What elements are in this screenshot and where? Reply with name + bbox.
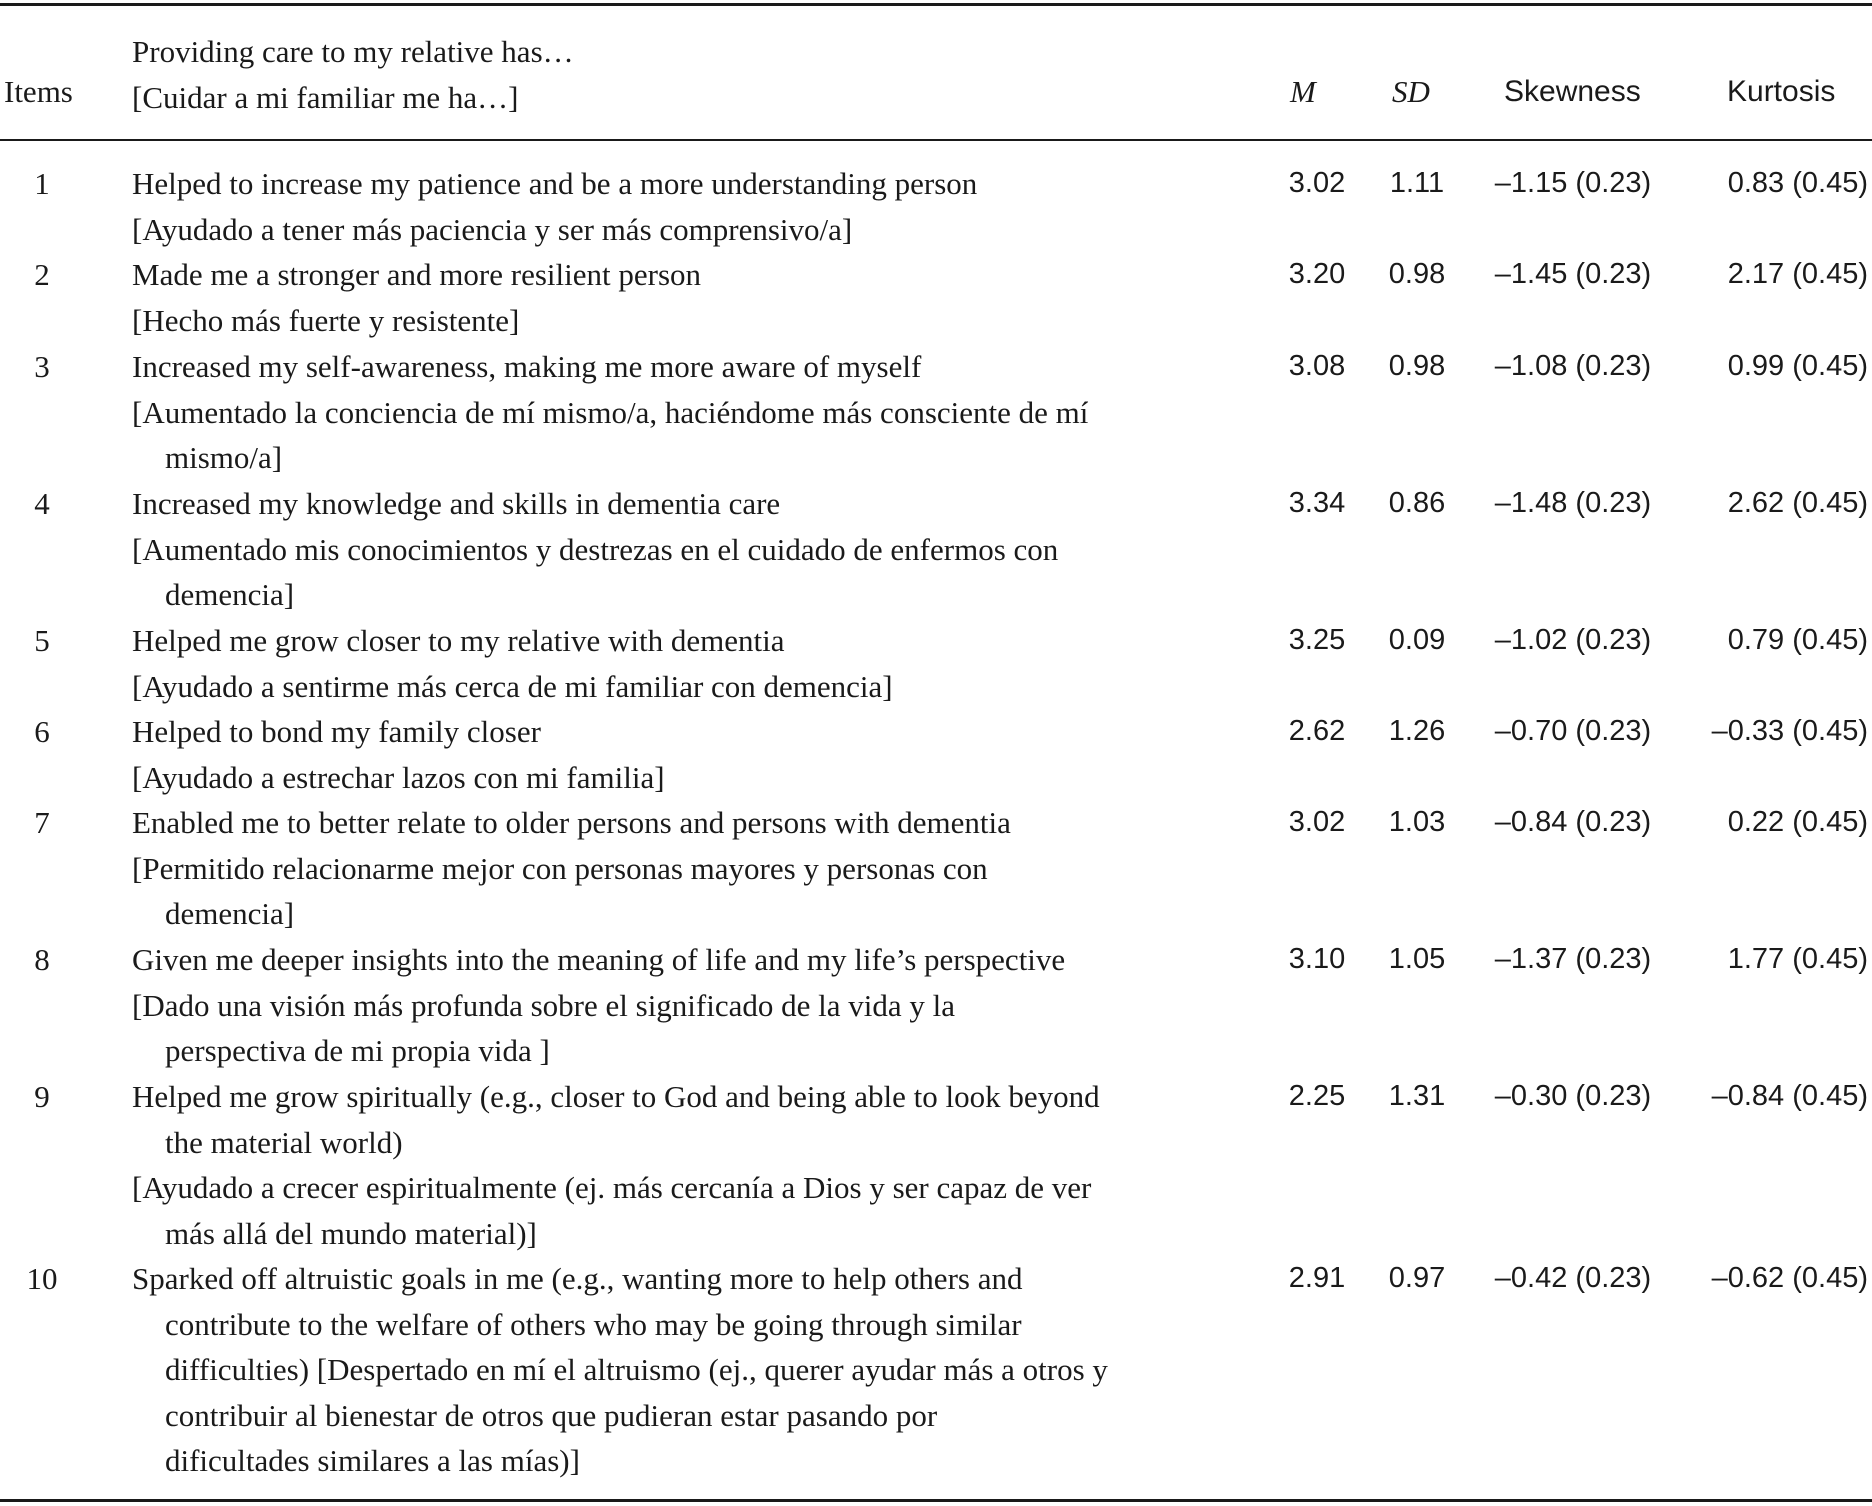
item-number: 1 <box>34 166 50 201</box>
skewness-value: –1.45 (0.23) <box>1494 258 1652 290</box>
sd-value: 1.03 <box>1388 806 1446 838</box>
item-text-line: Increased my knowledge and skills in dementia care <box>132 486 781 521</box>
header-skewness: Skewness <box>1504 75 1641 108</box>
item-text-line: Helped to increase my patience and be a more understanding person <box>132 166 978 201</box>
sd-value: 1.31 <box>1388 1080 1446 1112</box>
item-number: 4 <box>34 486 50 521</box>
header-kurtosis: Kurtosis <box>1727 75 1836 108</box>
item-number: 6 <box>34 714 50 749</box>
kurtosis-value: –0.84 (0.45) <box>1711 1080 1868 1112</box>
skewness-value: –1.48 (0.23) <box>1494 487 1652 519</box>
item-text <box>132 161 1232 252</box>
header-rule <box>0 139 1872 141</box>
skewness-value: –1.15 (0.23) <box>1494 167 1652 199</box>
sd-value: 0.98 <box>1388 350 1446 382</box>
mean-value: 2.62 <box>1288 715 1346 747</box>
bottom-rule <box>0 1499 1872 1502</box>
item-text-line: Helped me grow spiritually (e.g., closer to God and being able to look beyond <box>132 1079 1100 1114</box>
item-number: 10 <box>26 1261 58 1296</box>
header-m: M <box>1290 74 1316 109</box>
mean-value: 3.10 <box>1288 943 1346 975</box>
item-text-line: perspectiva de mi propia vida ] <box>165 1033 550 1069</box>
kurtosis-value: 0.99 (0.45) <box>1727 350 1868 382</box>
item-text-line: [Permitido relacionarme mejor con personas mayores y personas con <box>132 850 988 886</box>
item-text-line: [Ayudado a estrechar lazos con mi familia] <box>132 759 665 795</box>
item-text-line: [Ayudado a crecer espiritualmente (ej. más cercanía a Dios y ser capaz de ver <box>132 1170 1092 1206</box>
item-text-line: Made me a stronger and more resilient person <box>132 257 702 292</box>
sd-value: 0.97 <box>1388 1262 1446 1294</box>
skewness-value: –0.30 (0.23) <box>1494 1080 1652 1112</box>
sd-value: 0.09 <box>1388 624 1446 656</box>
item-text-line: dificultades similares a las mías)] <box>165 1443 580 1479</box>
skewness-value: –0.84 (0.23) <box>1494 806 1652 838</box>
item-text-line: [Hecho más fuerte y resistente] <box>132 302 520 338</box>
header-items: Items <box>4 74 73 109</box>
mean-value: 2.91 <box>1288 1262 1346 1294</box>
sd-value: 0.86 <box>1388 487 1446 519</box>
item-text-line: Enabled me to better relate to older persons and persons with dementia <box>132 805 1011 840</box>
sd-value: 0.98 <box>1388 258 1446 290</box>
header-sd: SD <box>1392 74 1430 109</box>
item-text-line: [Aumentado la conciencia de mí mismo/a, haciéndome más consciente de mí <box>132 394 1089 430</box>
item-text-line: mismo/a] <box>165 440 283 476</box>
kurtosis-value: 2.62 (0.45) <box>1727 487 1868 519</box>
mean-value: 3.34 <box>1288 487 1346 519</box>
sd-value: 1.11 <box>1389 167 1445 199</box>
item-number: 7 <box>34 805 50 840</box>
item-text <box>132 937 1232 1074</box>
mean-value: 3.02 <box>1288 167 1346 199</box>
item-text-line: [Aumentado mis conocimientos y destrezas en el cuidado de enfermos con <box>132 531 1059 567</box>
item-text <box>132 618 1232 709</box>
kurtosis-value: 1.77 (0.45) <box>1727 943 1868 975</box>
item-number: 3 <box>34 349 50 384</box>
item-text-line: Sparked off altruistic goals in me (e.g., wanting more to help others and <box>132 1261 1023 1296</box>
skewness-value: –0.70 (0.23) <box>1494 715 1652 747</box>
kurtosis-value: 0.22 (0.45) <box>1727 806 1868 838</box>
item-text-line: demencia] <box>165 577 295 613</box>
item-text-line: más allá del mundo material)] <box>165 1215 537 1251</box>
item-text-line: difficulties) [Despertado en mí el altruismo (ej., querer ayudar más a otros y <box>165 1352 1108 1388</box>
header-prompt-es: [Cuidar a mi familiar me ha…] <box>132 80 519 115</box>
sd-value: 1.05 <box>1388 943 1446 975</box>
kurtosis-value: 2.17 (0.45) <box>1727 258 1868 290</box>
header-prompt <box>132 29 574 121</box>
kurtosis-value: –0.62 (0.45) <box>1711 1262 1868 1294</box>
item-text-line: the material world) <box>165 1124 403 1160</box>
item-text-line: [Ayudado a sentirme más cerca de mi familiar con demencia] <box>132 668 893 704</box>
item-text <box>132 344 1232 481</box>
item-text-line: [Dado una visión más profunda sobre el significado de la vida y la <box>132 987 955 1023</box>
item-text <box>132 709 1232 800</box>
skewness-value: –1.08 (0.23) <box>1494 350 1652 382</box>
item-text <box>132 800 1232 937</box>
skewness-value: –1.37 (0.23) <box>1494 943 1652 975</box>
kurtosis-value: –0.33 (0.45) <box>1711 715 1868 747</box>
top-rule <box>0 3 1872 6</box>
mean-value: 3.25 <box>1288 624 1346 656</box>
item-number: 2 <box>34 257 50 292</box>
item-text <box>132 252 1232 343</box>
kurtosis-value: 0.83 (0.45) <box>1727 167 1868 199</box>
mean-value: 3.08 <box>1288 350 1346 382</box>
skewness-value: –1.02 (0.23) <box>1494 624 1652 656</box>
header-prompt-en: Providing care to my relative has… <box>132 34 574 69</box>
item-text <box>132 1256 1232 1484</box>
mean-value: 2.25 <box>1288 1080 1346 1112</box>
item-text-line: [Ayudado a tener más paciencia y ser más comprensivo/a] <box>132 211 853 247</box>
mean-value: 3.20 <box>1288 258 1346 290</box>
item-text-line: contribute to the welfare of others who may be going through similar <box>165 1306 1022 1342</box>
item-text-line: contribuir al bienestar de otros que pudieran estar pasando por <box>165 1397 938 1433</box>
skewness-value: –0.42 (0.23) <box>1494 1262 1652 1294</box>
item-text-line: demencia] <box>165 896 295 932</box>
item-text <box>132 481 1232 618</box>
sd-value: 1.26 <box>1388 715 1446 747</box>
item-number: 9 <box>34 1079 50 1114</box>
item-number: 8 <box>34 942 50 977</box>
item-text-line: Given me deeper insights into the meaning of life and my life’s perspective <box>132 942 1066 977</box>
item-text-line: Helped me grow closer to my relative with dementia <box>132 623 785 658</box>
kurtosis-value: 0.79 (0.45) <box>1727 624 1868 656</box>
item-text-line: Helped to bond my family closer <box>132 714 541 749</box>
item-text <box>132 1074 1232 1256</box>
item-number: 5 <box>34 623 50 658</box>
mean-value: 3.02 <box>1288 806 1346 838</box>
item-text-line: Increased my self-awareness, making me more aware of myself <box>132 349 922 384</box>
